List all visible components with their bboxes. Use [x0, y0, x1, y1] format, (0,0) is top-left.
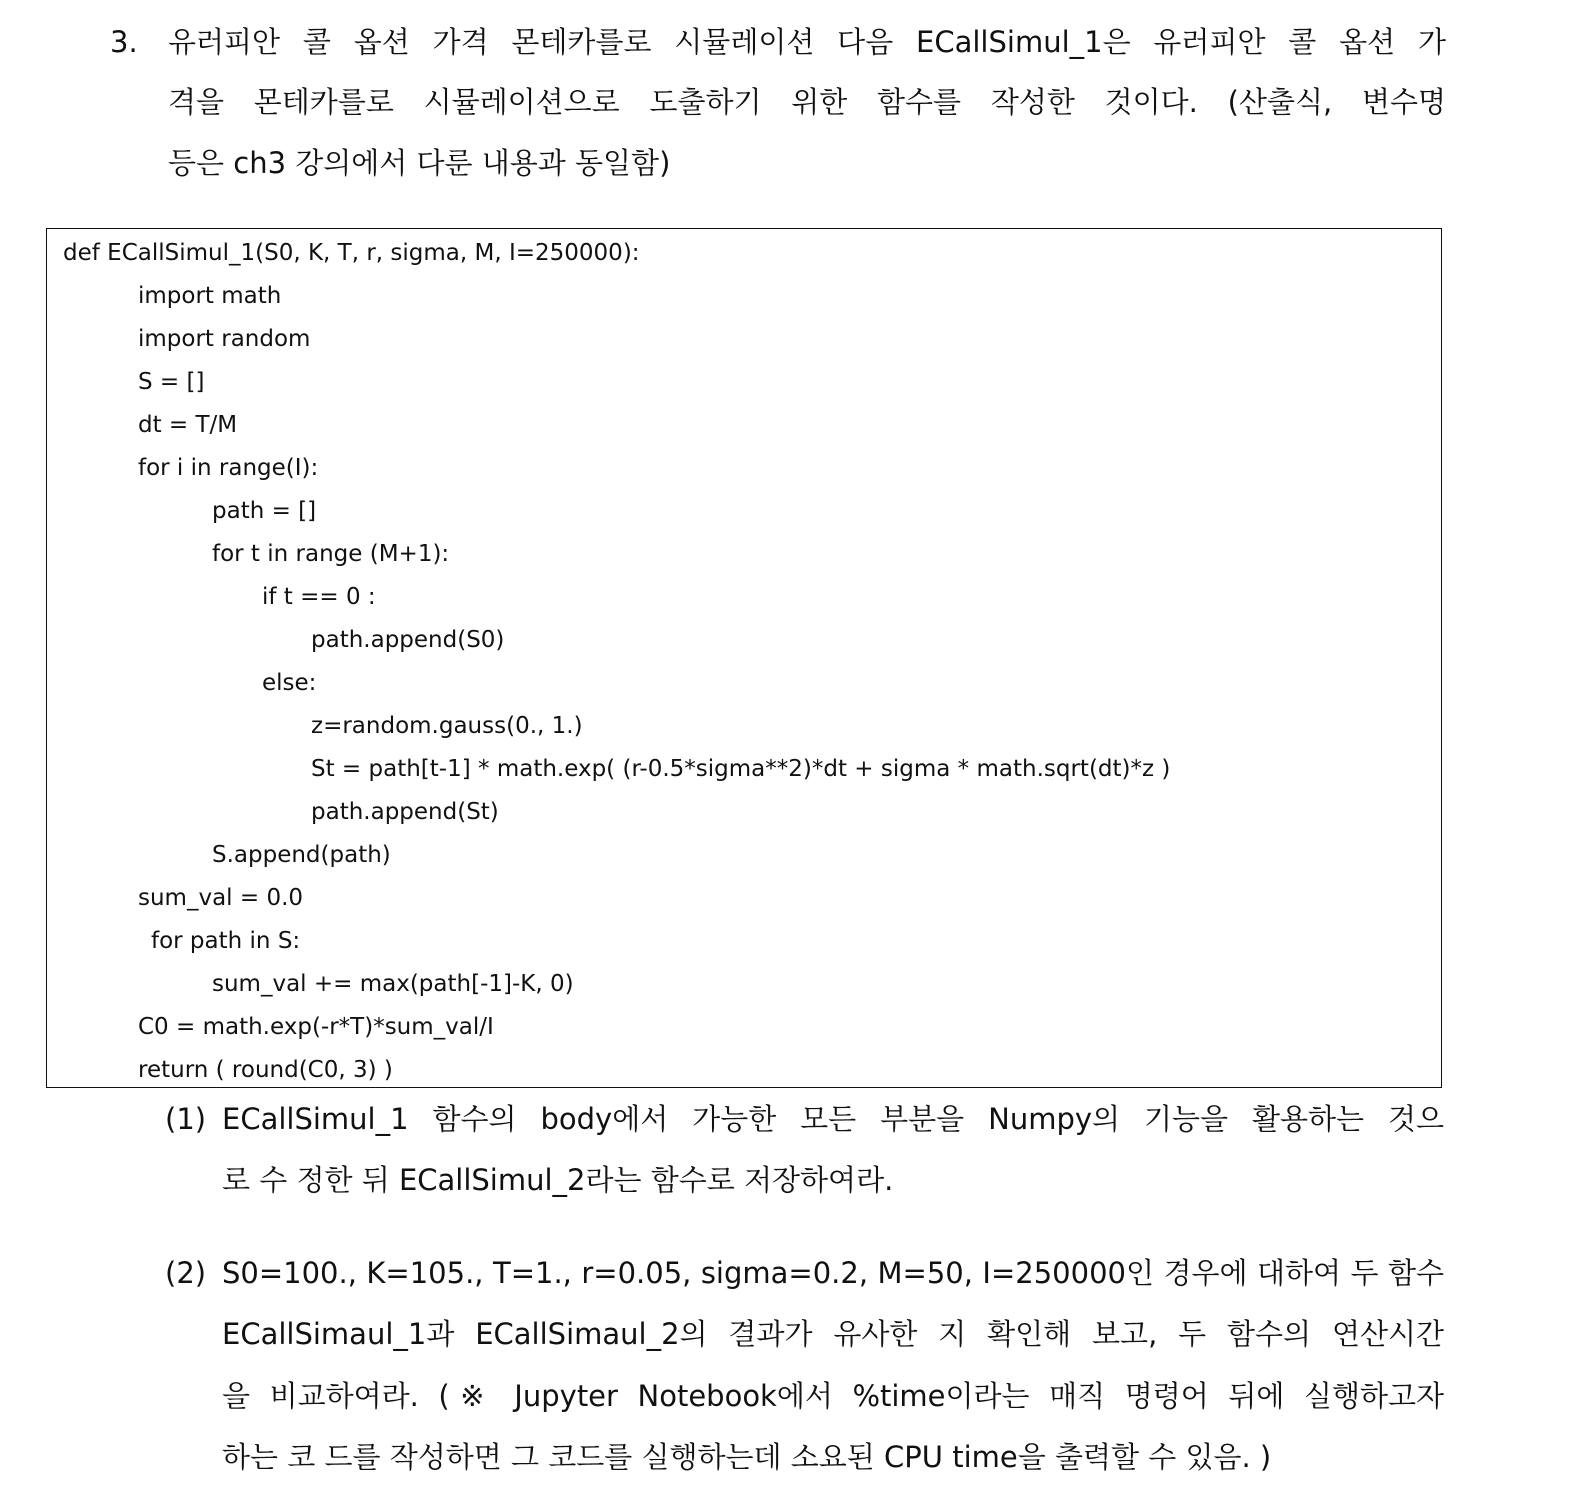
question-text-line-3: 등은 ch3 강의에서 다룬 내용과 동일함) [168, 146, 671, 180]
code-line: sum_val += max(path[-1]-K, 0) [212, 971, 574, 997]
question-text-line-1: 유러피안 콜 옵션 가격 몬테카를로 시뮬레이션 다음 ECallSimul_1은 유러피안 콜 옵션 가 [168, 25, 1446, 59]
sub-question-1-number: (1) [165, 1102, 207, 1136]
code-line: sum_val = 0.0 [138, 885, 304, 911]
question-text-line-2: 격을 몬테카를로 시뮬레이션으로 도출하기 위한 함수를 작성한 것이다. (산출식, 변수명 [168, 85, 1446, 119]
code-line: else: [262, 670, 317, 696]
code-line: z=random.gauss(0., 1.) [311, 713, 583, 739]
code-line: def ECallSimul_1(S0, K, T, r, sigma, M, I=250000): [63, 240, 640, 266]
code-line: C0 = math.exp(-r*T)*sum_val/I [138, 1014, 494, 1040]
code-line: import math [138, 283, 282, 309]
sub-question-2-line-2: ECallSimaul_1과 ECallSimaul_2의 결과가 유사한 지 확인해 보고, 두 함수의 연산시간 [222, 1317, 1444, 1351]
code-line: S = [] [138, 369, 205, 395]
code-line: S.append(path) [212, 842, 391, 868]
code-line: if t == 0 : [262, 584, 376, 610]
sub-question-2-line-4: 하는 코 드를 작성하면 그 코드를 실행하는데 소요된 CPU time을 출력할 수 있음. ) [222, 1440, 1272, 1474]
sub-question-2-line-1: S0=100., K=105., T=1., r=0.05, sigma=0.2, M=50, I=250000인 경우에 대하여 두 함수 [222, 1256, 1444, 1290]
sub-question-1-line-2: 로 수 정한 뒤 ECallSimul_2라는 함수로 저장하여라. [222, 1163, 894, 1197]
code-line: path = [] [212, 498, 317, 524]
sub-question-2-line-3: 을 비교하여라. (※ Jupyter Notebook에서 %time이라는 매직 명령어 뒤에 실행하고자 [222, 1379, 1444, 1413]
code-line: path.append(St) [311, 799, 499, 825]
sub-question-2-number: (2) [165, 1256, 207, 1290]
code-line: for i in range(I): [138, 455, 319, 481]
code-line: for path in S: [151, 928, 301, 954]
code-line: St = path[t-1] * math.exp( (r-0.5*sigma**2)*dt + sigma * math.sqrt(dt)*z ) [311, 756, 1171, 782]
code-line: import random [138, 326, 311, 352]
code-line: path.append(S0) [311, 627, 505, 653]
code-line: dt = T/M [138, 412, 238, 438]
code-box [46, 228, 1442, 1088]
question-number: 3. [110, 25, 138, 59]
sub-question-1-line-1: ECallSimul_1 함수의 body에서 가능한 모든 부분을 Numpy의 기능을 활용하는 것으 [222, 1102, 1444, 1136]
code-line: return ( round(C0, 3) ) [138, 1057, 393, 1083]
code-line: for t in range (M+1): [212, 541, 450, 567]
